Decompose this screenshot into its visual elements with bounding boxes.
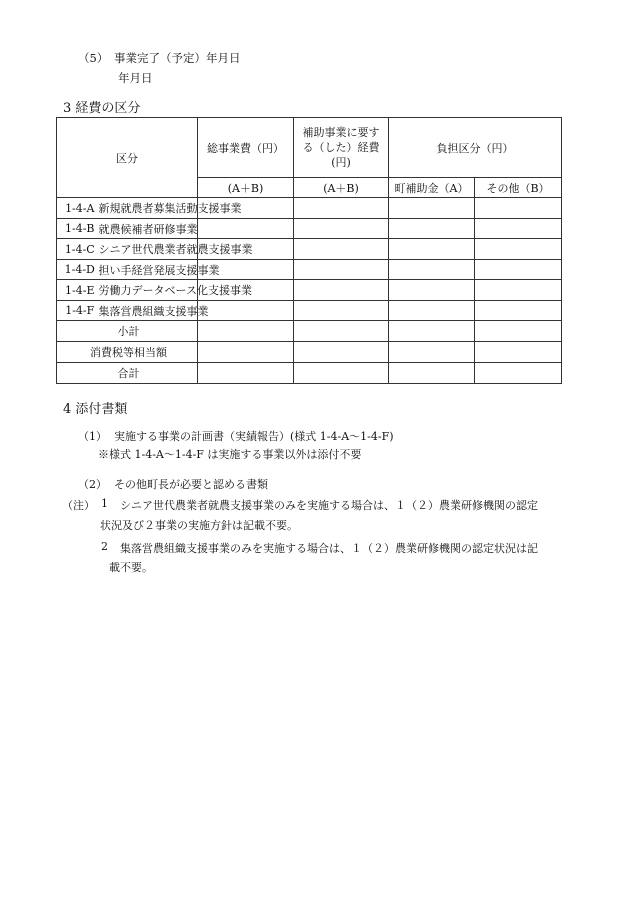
cell-other [475, 239, 562, 260]
cell-other [475, 363, 562, 384]
cell-other [475, 260, 562, 280]
cell-subsidy [294, 363, 389, 384]
table-row [57, 198, 562, 219]
row-name: シニア世代農業者就農支援事業 [97, 239, 198, 260]
row-code: 1-4-A [57, 198, 97, 219]
expense-table [56, 117, 562, 384]
item2-label: （2） [78, 478, 107, 491]
cell-subsidy [294, 239, 389, 260]
header-burden: 負担区分（円） [389, 118, 562, 178]
cell-town [389, 260, 475, 280]
header-subsidy-line2: る（した）経費 [302, 141, 380, 154]
cell-other [475, 301, 562, 321]
row-name: 就農候補者研修事業 [97, 219, 198, 239]
row-code: 1-4-D [57, 260, 97, 280]
item5-label: （5） [78, 51, 109, 65]
header-town-subsidy: 町補助金（A） [389, 178, 475, 198]
header-total-cost: 総事業費（円） [198, 118, 294, 178]
cell-total [198, 301, 294, 321]
section3-heading: 3 経費の区分 [63, 101, 141, 116]
row-name: 労働力データベース化支援事業 [97, 280, 198, 301]
header-ab-subsidy: (A＋B) [294, 178, 389, 198]
header-ab-total: (A＋B) [198, 178, 294, 198]
header-category: 区分 [57, 118, 198, 198]
cell-town [389, 363, 475, 384]
cell-subsidy [294, 301, 389, 321]
cell-subsidy [294, 260, 389, 280]
header-subsidy-cost [294, 118, 389, 178]
row-code: 1-4-F [57, 301, 97, 321]
item1-text: 実施する事業の計画書（実績報告）(様式 1-4-A～1-4-F) [114, 430, 394, 443]
table-row [57, 280, 562, 301]
table-row [57, 301, 562, 321]
row-code: 1-4-E [57, 280, 97, 301]
cell-town [389, 280, 475, 301]
row-name: 担い手経営発展支援事業 [97, 260, 198, 280]
cell-total [198, 219, 294, 239]
cell-other [475, 342, 562, 363]
note2-number: 2 [101, 540, 108, 553]
item5-title: 事業完了（予定）年月日 [114, 51, 241, 65]
cell-total [198, 363, 294, 384]
subtotal-row [57, 321, 562, 342]
note2-line1: 集落営農組織支援事業のみを実施する場合は、１（２）農業研修機関の認定状況は記 [120, 542, 538, 555]
item1-note: ※様式 1-4-A～1-4-F は実施する事業以外は添付不要 [98, 448, 362, 461]
total-row [57, 363, 562, 384]
note2-line2: 載不要。 [109, 561, 153, 574]
cell-other [475, 321, 562, 342]
notes-label: （注） [62, 499, 95, 512]
row-code: 1-4-B [57, 219, 97, 239]
note1-number: 1 [101, 497, 108, 510]
cell-total [198, 321, 294, 342]
header-subsidy-line1: 補助事業に要す [302, 126, 380, 139]
note1-line2: 状況及び２事業の実施方針は記載不要。 [100, 519, 298, 532]
cell-subsidy [294, 280, 389, 301]
table-row [57, 239, 562, 260]
header-other: その他（B） [475, 178, 562, 198]
table-row [57, 219, 562, 239]
row-code: 1-4-C [57, 239, 97, 260]
cell-town [389, 342, 475, 363]
cell-subsidy [294, 219, 389, 239]
cell-other [475, 219, 562, 239]
tax-label: 消費税等相当額 [57, 342, 198, 363]
cell-other [475, 198, 562, 219]
header-subsidy-line3: (円) [331, 156, 351, 169]
row-name: 集落営農組織支援事業 [97, 301, 198, 321]
item2-text: その他町長が必要と認める書類 [114, 478, 268, 491]
subtotal-label: 小計 [57, 321, 198, 342]
cell-other [475, 280, 562, 301]
cell-town [389, 321, 475, 342]
row-name: 新規就農者募集活動支援事業 [97, 198, 198, 219]
section4-heading: 4 添付書類 [63, 402, 128, 417]
cell-subsidy [294, 198, 389, 219]
cell-total [198, 342, 294, 363]
cell-subsidy [294, 321, 389, 342]
item5-date: 年月日 [118, 71, 153, 85]
cell-town [389, 219, 475, 239]
tax-row [57, 342, 562, 363]
cell-town [389, 301, 475, 321]
cell-town [389, 198, 475, 219]
item1-label: （1） [78, 430, 107, 443]
total-label: 合計 [57, 363, 198, 384]
note1-line1: シニア世代農業者就農支援事業のみを実施する場合は、１（２）農業研修機関の認定 [120, 499, 538, 512]
table-row [57, 260, 562, 280]
cell-subsidy [294, 342, 389, 363]
cell-town [389, 239, 475, 260]
